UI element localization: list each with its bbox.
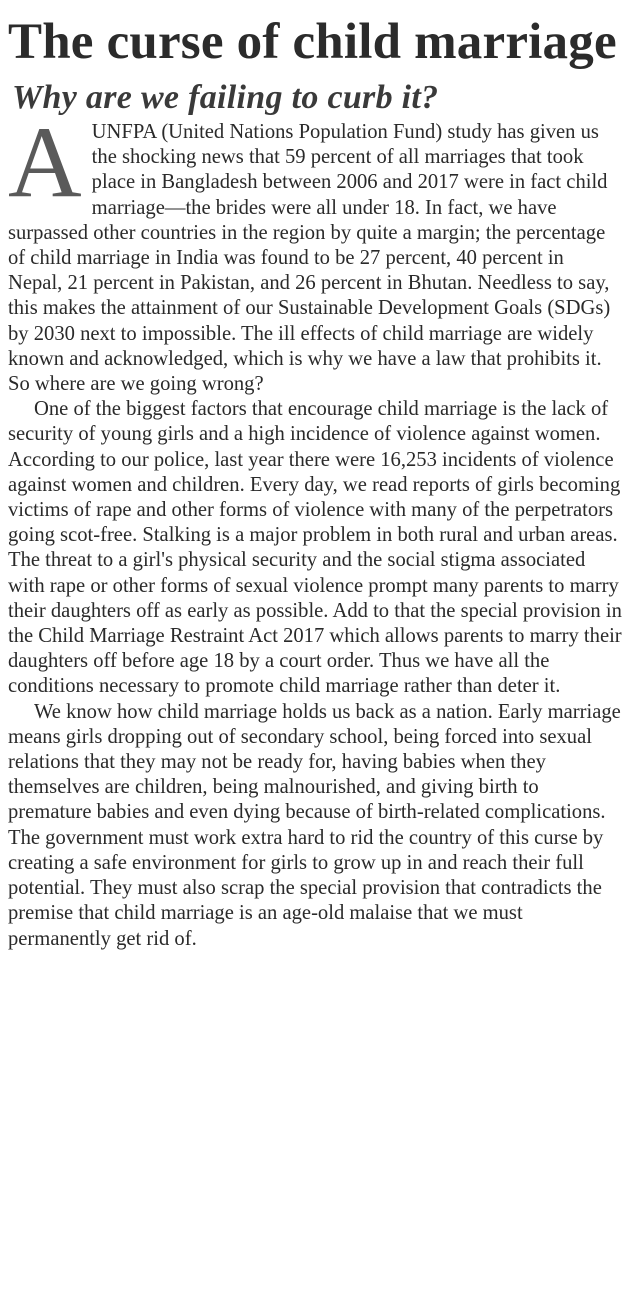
article-body bbox=[8, 106, 623, 952]
drop-cap-letter: A bbox=[8, 106, 82, 219]
paragraph-1-text: UNFPA (United Nations Population Fund) study has given us the shocking news that 59 percent of all marriages that took place in Bangladesh between 2006 and 2017 were in fact child marriage—the brides were all under 18. In fact, we have surpassed other countries in the region by quite a margin; the percentage of child marriage in India was found to be 27 percent, 40 percent in Nepal, 21 percent in Pakistan, and 26 percent in Bhutan. Needless to say, this makes the attainment of our Sustainable Development Goals (SDGs) by 2030 next to impossible. The ill effects of child marriage are widely known and acknowledged, which is why we have a law that prohibits it. So where are we going wrong? bbox=[8, 121, 611, 396]
article-headline: The curse of child marriage bbox=[8, 14, 617, 70]
article-paragraph-3: We know how child marriage holds us back as a nation. Early marriage means girls dropping out of secondary school, being forced into sexual relations that they may not be ready for, having babies when they themselves are children, being malnourished, and giving birth to premature babies and even dying because of birth-related complications. The government must work extra hard to rid the country of this curse by creating a safe environment for girls to grow up in and reach their full potential. They must also scrap the special provision that contradicts the premise that child marriage is an age-old malaise that we must permanently get rid of. bbox=[8, 700, 621, 950]
article-paragraph-1 bbox=[8, 106, 623, 397]
article-subhead: Why are we failing to curb it? bbox=[12, 79, 439, 116]
article-paragraph-2: One of the biggest factors that encourage child marriage is the lack of security of young girls and a high incidence of violence against women. According to our police, last year there were 16,253 incidents of violence against women and children. Every day, we read reports of girls becoming victims of rape and other forms of violence with many of the perpetrators going scot-free. Stalking is a major problem in both rural and urban areas. The threat to a girl's physical security and the social stigma associated with rape or other forms of sexual violence prompt many parents to marry their daughters off as early as possible. Add to that the special provision in the Child Marriage Restraint Act 2017 which allows parents to marry their daughters off before age 18 by a court order. Thus we have all the conditions necessary to promote child marriage rather than deter it. bbox=[8, 398, 622, 698]
